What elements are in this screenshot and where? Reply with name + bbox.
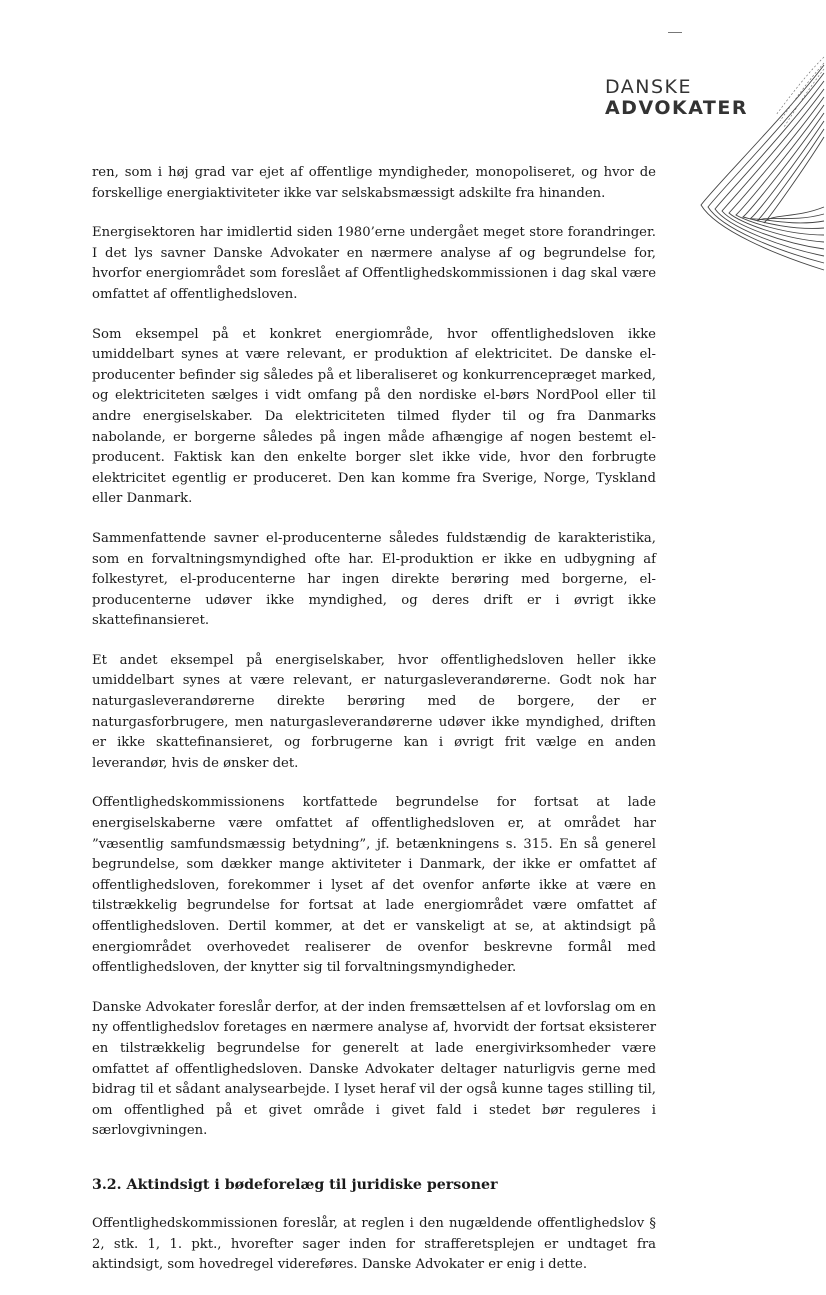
danske-advokater-logo xyxy=(605,78,748,118)
paragraph-1: ren, som i høj grad var ejet af offentlige myndigheder, monopoliseret, og hvor de forskellige energiaktiviteter ikke var selskabsmæssigt adskilte fra hinanden. xyxy=(92,165,656,201)
section-paragraph: Offentlighedskommissionen foreslår, at reglen i den nugældende offentlighedslov § 2, stk. 1, 1. pkt., hvorefter sager inden for strafferetsplejen er undtaget fra aktindsigt, som hovedregel videreføres. Danske Advokater er enig i dette. xyxy=(92,1215,656,1273)
paragraph-7: Danske Advokater foreslår derfor, at der inden fremsættelsen af et lovforslag om en ny offentlighedslov foretages en nærmere analyse af, hvorvidt der fortsat eksisterer en tilstrækkelig begrundelse for generelt at lade energivirksomheder være omfattet af offentlighedsloven. Danske Advokater deltager naturligvis gerne med bidrag til et sådant analysearbejde. I lyset heraf vil der også kunne tages stilling til, om offentlighed på et givet område i givet fald i stedet bør reguleres i særlovgivningen. xyxy=(92,999,656,1139)
section-heading: 3.2. Aktindsigt i bødeforelæg til juridiske personer xyxy=(92,1176,498,1193)
paragraph-4: Sammenfattende savner el-producenterne således fuldstændig de karakteristika, som en forvaltningsmyndighed ofte har. El-produktion er ikke en udbygning af folkestyret, el-producenterne har ingen direkte berøring med borgerne, el-producenterne udøver ikke myndighed, og deres drift er i øvrigt ikke skattefinansieret. xyxy=(92,530,656,629)
paragraph-3: Som eksempel på et konkret energiområde, hvor offentlighedsloven ikke umiddelbart synes at være relevant, er produktion af elektricitet. De danske el-producenter befinder sig således på et liberaliseret og konkurrencepræget marked, og elektriciteten sælges i vidt omfang på den nordiske el-børs NordPool eller til andre energiselskaber. Da elektriciteten tilmed flyder til og fra Danmarks nabolande, er borgerne således på ingen måde afhængige af nogen bestemt el-producent. Faktisk kan den enkelte borger slet ikke vide, hvor den forbrugte elektricitet egentlig er produceret. Den kan komme fra Sverige, Norge, Tyskland eller Danmark. xyxy=(92,326,656,507)
paragraph-5: Et andet eksempel på energiselskaber, hvor offentlighedsloven heller ikke umiddelbart synes at være relevant, er naturgasleverandørerne. Godt nok har naturgasleverandørerne direkte berøring med de borgere, der er naturgasforbrugere, men naturgasleverandørerne udøver ikke myndighed, driften er ikke skattefinansieret, og forbrugerne kan i øvrigt frit vælge en anden leverandør, hvis de ønsker det. xyxy=(92,652,656,771)
scan-mark xyxy=(668,32,682,33)
paragraph-2: Energisektoren har imidlertid siden 1980’erne undergået meget store forandringer. I det lys savner Danske Advokater en nærmere analyse af og begrundelse for, hvorfor energiområdet som foreslået af Offentlighedskommissionen i dag skal være omfattet af offentlighedsloven. xyxy=(92,225,656,302)
paragraph-6: Offentlighedskommissionens kortfattede begrundelse for fortsat at lade energiselskaberne være omfattet af offentlighedsloven er, at området har ”væsentlig samfundsmæssig betydning”, jf. betænkningens s. 315. En så generel begrundelse, som dækker mange aktiviteter i Danmark, der ikke er omfattet af offentlighedsloven, forekommer i lyset af det ovenfor anførte ikke at være en tilstrækkelig begrundelse for fortsat at lade energiområdet være omfattet af offentlighedsloven. Dertil kommer, at det er vanskeligt at se, at aktindsigt på energiområdet overhovedet realiserer de ovenfor beskrevne formål med offentlighedsloven, der knytter sig til forvaltningsmyndigheder. xyxy=(92,795,656,976)
logo-line-1: DANSKE xyxy=(604,76,693,98)
logo-line-2: ADVOKATER xyxy=(604,97,748,119)
document-body xyxy=(92,163,656,1295)
